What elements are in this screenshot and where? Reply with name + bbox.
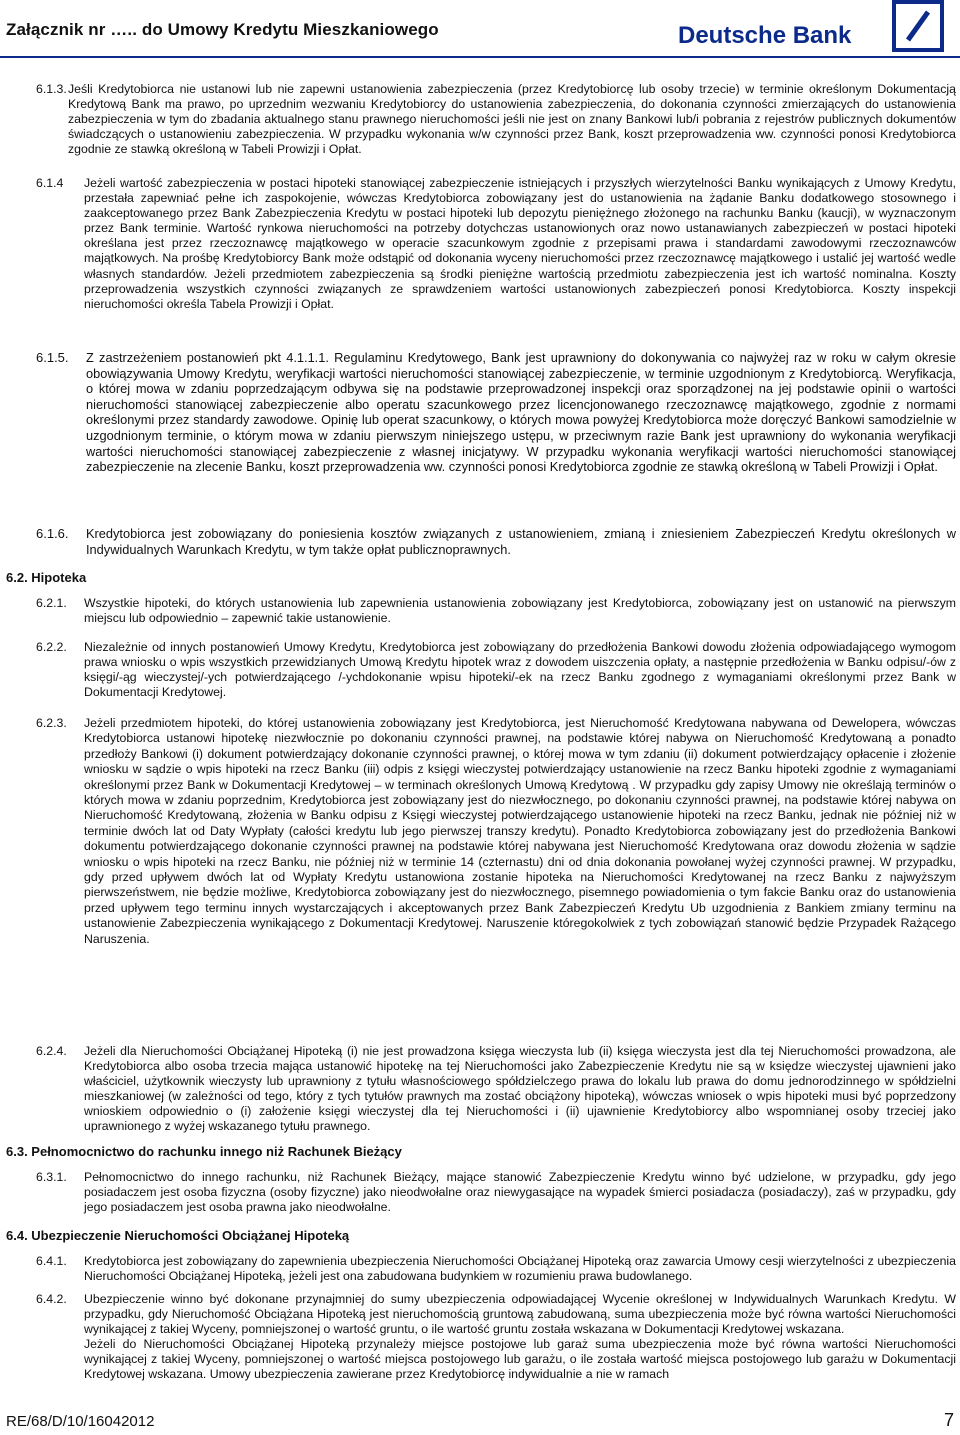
clause-number: 6.2.4. — [36, 1044, 67, 1058]
section-heading-6-4: 6.4. Ubezpieczenie Nieruchomości Obciążanej Hipoteką — [6, 1228, 350, 1243]
clause-text: Z zastrzeżeniem postanowień pkt 4.1.1.1. Regulaminu Kredytowego, Bank jest uprawniony do dokonywania co najwyżej raz w roku w całym okresie obowiązywania Umowy Kredytu, weryfikacji wartości nieruchomości stanowiącej zabezpieczenie, w terminie uzgodnionym z Kredytobiorcą. Weryfikacja, o której mowa w zdaniu poprzedzającym odbywa się na podstawie przeprowadzonej inspekcji oraz sporządzonej na jej podstawie opinii o wartości nieruchomości stanowiącej zabezpieczenie albo operatu szacunkowego przez licencjonowanego rzeczoznawcę majątkowego, zgodnie z normami określonymi przez standardy zawodowe. Opinię lub operat szacunkowy, o których mowa powyżej Kredytobiorca może doręczyć Bankowi samodzielnie w uzgodnionym terminie, o którym mowa w zdaniu pierwszym niniejszego ustępu, w przeciwnym razie Bank jest uprawniony do wykonania weryfikacji wartości nieruchomości stanowiącej zabezpieczenie z własnej inicjatywy. W przypadku wykonania weryfikacji wartości nieruchomości stanowiącej zabezpieczenie na zlecenie Banku, koszt przeprowadzenia ww. czynności ponosi Kredytobiorca zgodnie ze stawką określoną w Tabeli Prowizji i Opłat. — [86, 350, 956, 475]
clause-number: 6.1.6. — [36, 526, 69, 541]
clause-number: 6.4.2. — [36, 1292, 67, 1306]
clause-number: 6.1.4 — [36, 176, 64, 190]
clause-6-1-3 — [68, 82, 956, 157]
section-heading-6-3: 6.3. Pełnomocnictwo do rachunku innego niż Rachunek Bieżący — [6, 1144, 402, 1159]
header-divider — [0, 56, 960, 58]
clause-text: Jeżeli dla Nieruchomości Obciążanej Hipoteką (i) nie jest prowadzona księga wieczysta lub (ii) księga wieczysta jest dla tej Nieruchomości prowadzona, ale Kredytobiorca albo osoba trzecia mająca ustanowić hipotekę na tej Nieruchomości jako Zabezpieczenie Kredytu nie są w księdze wieczystej ujawnieni jako właściciel, użytkownik wieczysty lub uprawniony z tytułu własnościowego spółdzielczego prawa do lokalu lub prawa do domu jednorodzinnego w spółdzielni mieszkaniowej (w zależności od tego, który z tych tytułów prawnych ma zostać obciążony hipoteką), wówczas wniosek o wpis hipoteki musi być poprzedzony wnioskiem odpowiednio o (i) założenie księgi wieczystej dla tej Nieruchomości i (ii) ujawnienie Kredytobiorcy albo wspomnianej osoby trzeciej jako uprawnionego z wyżej wskazanego tytułu prawnego. — [84, 1044, 956, 1134]
clause-6-1-4 — [84, 176, 956, 312]
clause-text: Jeżeli wartość zabezpieczenia w postaci hipoteki stanowiącej zabezpieczenie istniejących i przyszłych wierzytelności Banku wynikających z Umowy Kredytu, przestała zapewniać pełne ich zaspokojenie, wówczas Kredytobiorca zobowiązany jest do ustanowienia na żądanie Banku dodatkowego stosownego i zaakceptowanego przez Bank Zabezpieczenia Kredytu w postaci hipoteki lub depozytu pieniężnego złożonego na rachunku Banku (kaucji), w wyznaczonym przez Bank terminie. Wartość rynkowa nieruchomości na potrzeby dotychczas ustanowionych oraz nowo ustanawianych zabezpieczeń w postaci hipoteki określana jest przez rzeczoznawcę majątkowego w operacie szacunkowym zgodnie z przepisami prawa i standardami zawodowymi rzeczoznawców majątkowych. Na prośbę Kredytobiorcy Bank może odstąpić od dokonania wyceny nieruchomości przez rzeczoznawcę majątkowego i ustalić jej wartość wedle własnych standardów. Jeżeli przedmiotem zabezpieczenia są środki pieniężne wartością przedmiotu zabezpieczenia jest ich wartość nominalna. Koszty przeprowadzenia wszystkich czynności związanych ze sprawdzeniem wartości ustanowionych zabezpieczeń ponosi Kredytobiorca. Koszty inspekcji nieruchomości określa Tabela Prowizji i Opłat. — [84, 176, 956, 311]
clause-6-1-5 — [86, 350, 956, 475]
clause-text: Jeżeli przedmiotem hipoteki, do której ustanowienia zobowiązany jest Kredytobiorca, jest Nieruchomość Kredytowana nabywana od Dewelopera, wówczas Kredytobiorca ustanowi hipotekę niezwłocznie po dokonaniu czynności prawnej, na podstawie której nabywa on Nieruchomość Kredytowaną a ponadto przedłoży Bankowi (i) dokument potwierdzający dokonanie czynności prawnej, o której mowa w tym zdaniu (ii) dokument potwierdzający opłacenie i złożenie wniosku w sądzie o wpis hipoteki na rzecz Banku (iii) odpis z księgi wieczystej potwierdzający ustanowienie na rzecz Banku hipoteki zgodnie z wymaganiami określonymi przez Bank w Dokumentacji Kredytowej – w terminach określonych Umową Kredytową . W przypadku gdy zapisy Umowy nie określają terminów o których mowa w zdaniu poprzednim, Kredytobiorca jest zobowiązany jest do niezwłocznego, po dokonaniu czynności prawnej, na podstawie której nabywa on Nieruchomość Kredytowaną, złożenia w Banku odpisu z Księgi wieczystej potwierdzającego ustanowienie hipoteki na rzecz Banku, jednak nie później niż w terminie dwóch lat od Daty Wypłaty (całości kredytu lub jego pierwszej transzy kredytu). Ponadto Kredytobiorca zobowiązany jest do przedłożenia Bankowi dokumentu potwierdzającego dokonanie czynności prawnej na podstawie której nabywana jest Nieruchomość Kredytowana oraz dowodu złożenia w sądzie wniosku o wpis hipoteki na rzecz Banku, nie później niż w terminie 14 (czternastu) dni od dnia dokonania powołanej wyżej czynności prawnej. W przypadku, gdy przed upływem dwóch lat od Wypłaty Kredytu ustanowiona zostanie hipoteka na Nieruchomości Kredytowanej na rzecz Banku z najwyższym pierwszeństwem, nie będzie możliwe, Kredytobiorca zobowiązany jest do niezwłocznego, pisemnego powiadomienia o tym fakcie Banku oraz do ustanowienia przed upływem tego terminu innych wystarczających i akceptowanych przez Bank Zabezpieczeń Kredytu Ub uzgodnienia z Bankiem zmiany terminu na ustanowienie Zabezpieczenia wynikającego z Dokumentacji Kredytowej. Naruszenie któregokolwiek z tych zobowiązań stanowić będzie Przypadek Rażącego Naruszenia. — [84, 716, 956, 946]
clause-text: Pełnomocnictwo do innego rachunku, niż Rachunek Bieżący, mające stanowić Zabezpieczenie Kredytu winno być udzielone, w przypadku, gdy jego posiadaczem jest osoba fizyczna (osoby fizyczne) jako nieodwołalne oraz niewygasające na wypadek śmierci posiadacza (posiadaczy), zaś w przypadku, gdy jego posiadaczem jest osoba prawna jako nieodwołalne. — [84, 1170, 956, 1215]
clause-text: Jeśli Kredytobiorca nie ustanowi lub nie zapewni ustanowienia zabezpieczenia (przez Kredytobiorcę lub osoby trzecie) w terminie określonym Dokumentacją Kredytową Bank ma prawo, po uprzednim wezwaniu Kredytobiorcy do ustanowienia zabezpieczenia, do dokonania czynności zmierzających do ustanowienia zabezpieczenia w tym do zbadania aktualnego stanu prawnego nieruchomości jeśli nie jest on znany Bankowi lub/i pobrania z rejestrów publicznych dokumentów świadczących o ustanowieniu zabezpieczenia. W przypadku wykonania w/w czynności przez Bank, koszt przeprowadzenia ww. czynności ponosi Kredytobiorca zgodnie ze stawką określoną w Tabeli Prowizji i Opłat. — [68, 82, 956, 157]
clause-6-2-2 — [84, 640, 956, 700]
document-title: Załącznik nr ….. do Umowy Kredytu Mieszkaniowego — [6, 20, 439, 39]
brand-name: Deutsche Bank — [678, 22, 852, 49]
section-heading-6-2: 6.2. Hipoteka — [6, 570, 87, 585]
clause-text: Kredytobiorca jest zobowiązany do poniesienia kosztów związanych z ustanowieniem, zmianą i zniesieniem Zabezpieczeń Kredytu określonych w Indywidualnych Warunkach Kredytu, w tym także opłat publicznoprawnych. — [86, 526, 956, 557]
page-header — [0, 0, 960, 58]
page-number: 7 — [944, 1410, 955, 1430]
clause-6-2-4 — [84, 1044, 956, 1135]
clause-number: 6.4.1. — [36, 1254, 67, 1268]
clause-text: Kredytobiorca jest zobowiązany do zapewnienia ubezpieczenia Nieruchomości Obciążanej Hipoteką oraz zawarcia Umowy cesji wierzytelności z ubezpieczenia Nieruchomości Obciążanej Hipoteką, jeżeli jest ona zabudowana budynkiem w rozumieniu prawa budowlanego. — [84, 1254, 956, 1284]
clause-6-4-2 — [84, 1292, 956, 1383]
clause-number: 6.2.1. — [36, 596, 67, 610]
clause-6-2-1 — [84, 596, 956, 626]
document-code: RE/68/D/10/16042012 — [6, 1413, 155, 1430]
clause-number: 6.3.1. — [36, 1170, 67, 1184]
clause-text: Niezależnie od innych postanowień Umowy Kredytu, Kredytobiorca jest zobowiązany do przedłożenia Bankowi dowodu złożenia odpowiadającego wymogom prawa wniosku o wpis wszystkich przewidzianych Umową Kredytu hipotek wraz z dowodem uiszczenia opłaty, a następnie przedłożenia w Banku odpisu/-ów z księgi/-ąg wieczystej/-ych potwierdzającego /-ychdokonanie wpisu hipoteki/-ek na rzecz Banku zgodnego z wymaganiami określonymi przez Bank w Dokumentacji Kredytowej. — [84, 640, 956, 700]
clause-6-1-6 — [86, 526, 956, 557]
clause-number: 6.1.3. — [36, 82, 67, 96]
clause-6-3-1 — [84, 1170, 956, 1215]
clause-text: Wszystkie hipoteki, do których ustanowienia lub zapewnienia ustanowienia zobowiązany jest Kredytobiorca, zobowiązany jest on ustanowić na pierwszym miejscu lub odpowiednio – zapewnić takie ustanowienie. — [84, 596, 956, 626]
clause-6-2-3 — [84, 716, 956, 947]
clause-text: Ubezpieczenie winno być dokonane przynajmniej do sumy ubezpieczenia odpowiadającej Wycenie określonej w Indywidualnych Warunkach Kredytu. W przypadku, gdy Nieruchomość Obciążana Hipoteką jest nieruchomością gruntową zabudowaną, suma ubezpieczenia może być równa wartości Nieruchomości wynikającej z takiej Wyceny, pomniejszonej o wartość gruntu, o ile wartość gruntu została wskazana w Dokumentacji Kredytowej wskazana. — [84, 1292, 956, 1337]
clause-text-continued: Jeżeli do Nieruchomości Obciążanej Hipoteką przynależy miejsce postojowe lub garaż suma ubezpieczenia może być równa wartości Nieruchomości wynikającej z takiej Wyceny, pomniejszonej o wartość miejsca postojowego lub garażu, o ile została wartość miejsca postojowego lub garażu w Dokumentacji Kredytowej wskazana. Umowy ubezpieczenia zawierane przez Kredytobiorcę indywidualnie a nie w ramach — [84, 1337, 956, 1382]
deutsche-bank-logo-icon — [892, 0, 944, 52]
clause-6-4-1 — [84, 1254, 956, 1284]
clause-number: 6.2.2. — [36, 640, 67, 654]
clause-number: 6.2.3. — [36, 716, 67, 730]
clause-number: 6.1.5. — [36, 350, 69, 365]
